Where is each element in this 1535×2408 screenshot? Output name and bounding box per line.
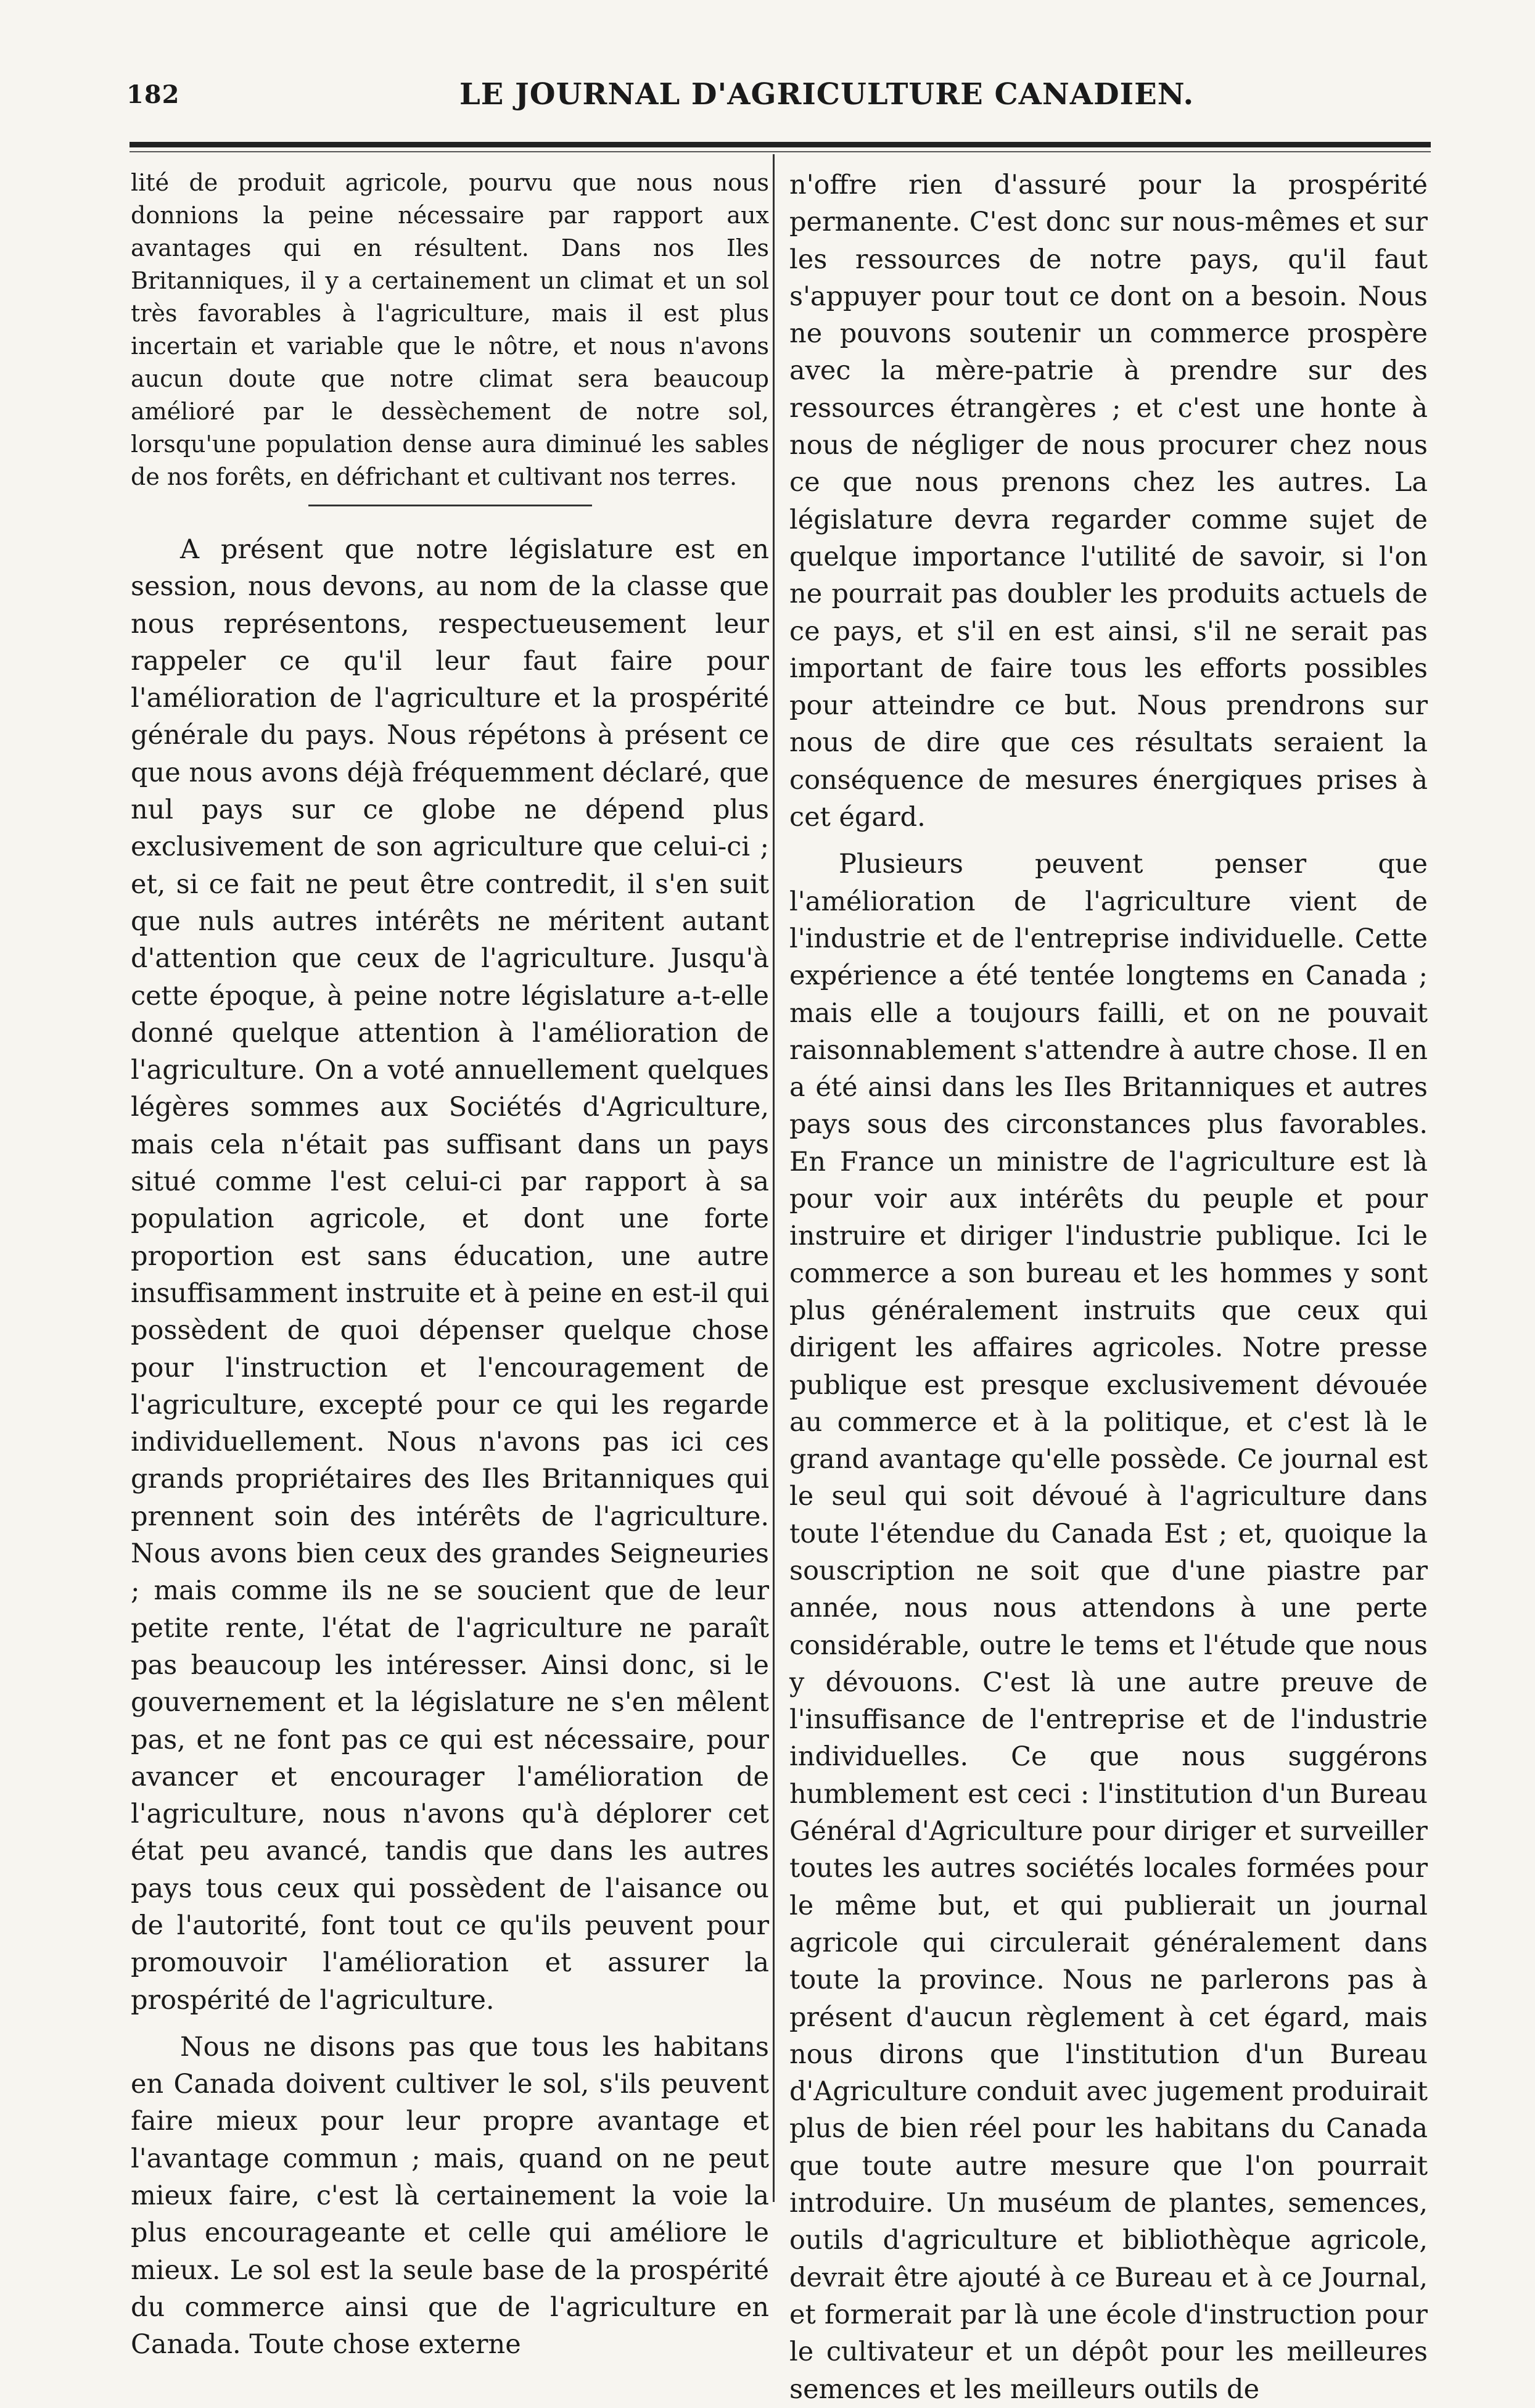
running-title: LE JOURNAL D'AGRICULTURE CANADIEN. xyxy=(459,77,1195,112)
section-separator xyxy=(308,505,592,506)
left-column xyxy=(131,167,769,2364)
paragraph-amelioration: Plusieurs peuvent penser que l'amélioration de l'agriculture vient de l'industrie et de l'entreprise individuelle. Cette expérience a été tentée longtems en Canada ; mais elle a toujours failli, et on ne pouvait raisonnablement s'attendre à autre chose. Il en a été ainsi dans les Iles Britanniques et autres pays sous des circonstances plus favorables. En France un ministre de l'agriculture est là pour voir aux intérêts du peuple et pour instruire et diriger l'industrie publique. Ici le commerce a son bureau et les hommes y sont plus généralement instruits que ceux qui dirigent les affaires agricoles. Notre presse publique est presque exclusivement dévouée au commerce et à la politique, et c'est là le grand avantage qu'elle possède. Ce journal est le seul qui soit dévoué à l'agriculture dans toute l'étendue du Canada Est ; et, quoique la souscription ne soit que d'une piastre par année, nous nous attendons à une perte considérable, outre le tems et l'étude que nous y dévouons. C'est là une autre preuve de l'insuffisance de l'entreprise et de l'industrie individuelles. Ce que nous suggérons humblement est ceci : l'institution d'un Bureau Général d'Agriculture pour diriger et surveiller toutes les autres sociétés locales formées pour le même but, et qui publierait un journal agricole qui circulerait généralement dans toute la province. Nous ne parlerons pas à présent d'aucun règlement à cet égard, mais nous dirons que l'institution d'un Bureau d'Agriculture conduit avec jugement produirait plus de bien réel pour les habitans du Canada que toute autre mesure que l'on pourrait introduire. Un muséum de plantes, semences, outils d'agriculture et bibliothèque agricole, devrait être ajouté à ce Bureau et à ce Journal, et formerait par là une école d'instruction pour le cultivateur et un dépôt pour les meilleures semences et les meilleurs outils de xyxy=(789,849,1428,2405)
paragraph-legislature: A présent que notre législature est en session, nous devons, au nom de la classe que nous représentons, respectueusement leur rappeler ce qu'il leur faut faire pour l'amélioration de l'agriculture et la prospérité générale du pays. Nous répétons à présent ce que nous avons déjà fréquemment déclaré, que nul pays sur ce globe ne dépend plus exclusivement de son agriculture que celui-ci ; et, si ce fait ne peut être contredit, il s'en suit que nuls autres intérêts ne méritent autant d'attention que ceux de l'agriculture. Jusqu'à cette époque, à peine notre législature a-t-elle donné quelque attention à l'amélioration de l'agriculture. On a voté annuellement quelques légères sommes aux Sociétés d'Agriculture, mais cela n'était pas suffisant dans un pays situé comme l'est celui-ci par rapport à sa population agricole, et dont une forte proportion est sans éducation, une autre insuffisamment instruite et à peine en est-il qui possèdent de quoi dépenser quelque chose pour l'instruction et l'encouragement de l'agriculture, excepté pour ce qui les regarde individuellement. Nous n'avons pas ici ces grands propriétaires des Iles Britanniques qui prennent soin des intérêts de l'agriculture. Nous avons bien ceux des grandes Seigneuries ; mais comme ils ne se soucient que de leur petite rente, l'état de l'agriculture ne paraît pas beaucoup les intéresser. Ainsi donc, si le gouvernement et la législature ne s'en mêlent pas, et ne font pas ce qui est nécessaire, pour avancer et encourager l'amélioration de l'agriculture, nous n'avons qu'à déplorer cet état peu avancé, tandis que dans les autres pays tous ceux qui possèdent de l'aisance ou de l'autorité, font tout ce qu'ils peuvent pour promouvoir l'amélioration et assurer la prospérité de l'agriculture. xyxy=(131,534,769,2016)
column-divider xyxy=(773,154,775,2202)
intro-paragraph: lité de produit agricole, pourvu que nous nous donnions la peine nécessaire par rapport aux avantages qui en résultent. Dans nos Iles Britanniques, il y a certainement un climat et un sol très favorables à l'agriculture, mais il est plus incertain et variable que le nôtre, et nous n'avons aucun doute que notre climat sera beaucoup amélioré par le dessèchement de notre sol, lorsqu'une population dense aura diminué les sables de nos forêts, en défrichant et cultivant nos terres. xyxy=(131,169,769,490)
right-column xyxy=(789,167,1428,2408)
page-number: 182 xyxy=(126,80,180,109)
paragraph-habitans: Nous ne disons pas que tous les habitans en Canada doivent cultiver le sol, s'ils peuvent faire mieux pour leur propre avantage et l'avantage commun ; mais, quand on ne peut mieux faire, c'est là certainement la voie la plus encourageante et celle qui améliore le mieux. Le sol est la seule base de la prospérité du commerce ainsi que de l'agriculture en Canada. Toute chose externe xyxy=(131,2031,769,2361)
header-rule-thin xyxy=(130,151,1431,152)
paragraph-prosperite: n'offre rien d'assuré pour la prospérité permanente. C'est donc sur nous-mêmes et sur les ressources de notre pays, qu'il faut s'appuyer pour tout ce dont on a besoin. Nous ne pouvons soutenir un commerce prospère avec la mère-patrie à prendre sur des ressources étrangères ; et c'est une honte à nous de négliger de nous procurer chez nous ce que nous prenons chez les autres. La législature devra regarder comme sujet de quelque importance l'utilité de savoir, si l'on ne pourrait pas doubler les produits actuels de ce pays, et s'il en est ainsi, s'il ne serait pas important de faire tous les efforts possibles pour atteindre ce but. Nous prendrons sur nous de dire que ces résultats seraient la conséquence de mesures énergiques prises à cet égard. xyxy=(789,170,1428,833)
header-rule xyxy=(130,142,1431,147)
